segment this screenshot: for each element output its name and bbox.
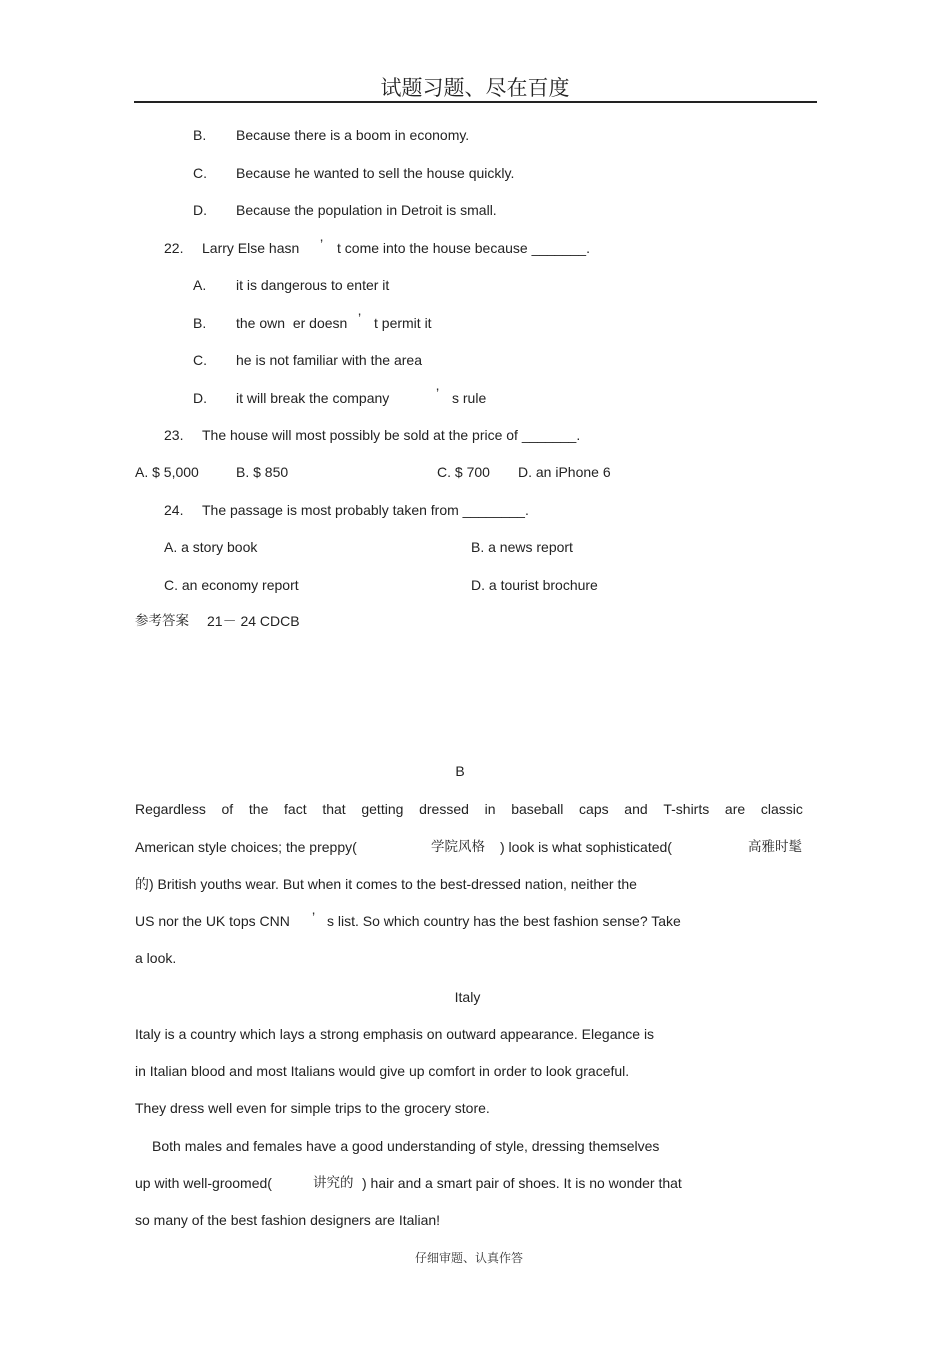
answer-key-label: 参考答案 — [135, 613, 189, 629]
intro-word: are — [724, 801, 746, 817]
answer-key-value: 21－ 24 CDCB — [207, 613, 300, 629]
q22-option-d-text-part2: s rule — [452, 390, 487, 406]
q24-option-c: C. an economy report — [164, 577, 299, 593]
intro-word: the — [248, 801, 269, 817]
q22-option-d-text-part1: it will break the company — [236, 390, 390, 406]
passage-intro-line2-part1: American style choices; the preppy( — [135, 839, 357, 855]
q21-option-b-text: Because there is a boom in economy. — [236, 127, 470, 143]
italy-p2-line2-part1: up with well-groomed( — [135, 1175, 272, 1191]
q21-option-d-text: Because the population in Detroit is small. — [236, 202, 497, 218]
q23-number: 23. — [164, 427, 184, 443]
passage-intro-line4-apostrophe: ’ — [312, 909, 316, 925]
intro-word: and — [624, 801, 648, 817]
intro-word: baseball — [511, 801, 564, 817]
q24-stem: The passage is most probably taken from ________. — [202, 502, 529, 518]
q23-option-b: B. $ 850 — [236, 464, 289, 480]
intro-word: getting — [361, 801, 404, 817]
intro-word: T-shirts — [663, 801, 710, 817]
passage-intro-gloss-sophisticated: 高雅时髦 — [748, 839, 802, 855]
q22-option-c-letter: C. — [193, 352, 207, 368]
italy-p2-gloss-well-groomed: 讲究的 — [313, 1175, 354, 1191]
q24-option-b: B. a news report — [471, 539, 573, 555]
passage-intro-line1 — [135, 800, 803, 818]
italy-p1-line3: They dress well even for simple trips to the grocery store. — [135, 1100, 490, 1116]
passage-intro-gloss-preppy: 学院风格 — [431, 839, 485, 855]
q22-option-d-apostrophe: ’ — [436, 385, 440, 401]
q22-option-a-letter: A. — [193, 277, 207, 293]
italy-p2-line3: so many of the best fashion designers are Italian! — [135, 1212, 441, 1228]
italy-p2-line2-part2: ) hair and a smart pair of shoes. It is no wonder that — [362, 1175, 682, 1191]
q23-option-a: A. $ 5,000 — [135, 464, 199, 480]
intro-word: in — [484, 801, 496, 817]
q22-option-b-apostrophe: ’ — [358, 310, 362, 326]
passage-section-label: B — [455, 763, 465, 779]
q21-option-c-letter: C. — [193, 165, 207, 181]
passage-intro-line2-part2: ) look is what sophisticated( — [500, 839, 672, 855]
q24-option-a: A. a story book — [164, 539, 258, 555]
passage-intro-line4-part2: s list. So which country has the best fashion sense? Take — [327, 913, 681, 929]
q22-option-b-letter: B. — [193, 315, 207, 331]
intro-word: Regardless — [135, 801, 206, 817]
q22-option-b-text-part2: t permit it — [374, 315, 432, 331]
q22-stem-part1: Larry Else hasn — [202, 240, 300, 256]
q21-option-d-letter: D. — [193, 202, 207, 218]
q24-option-d: D. a tourist brochure — [471, 577, 598, 593]
q23-option-c: C. $ 700 — [437, 464, 490, 480]
passage-intro-line5: a look. — [135, 950, 177, 966]
q21-option-b-letter: B. — [193, 127, 207, 143]
page-footer: 仔细审题、认真作答 — [414, 1251, 523, 1265]
page-header-title: 试题习题、尽在百度 — [380, 76, 570, 100]
q22-option-c-text: he is not familiar with the area — [236, 352, 422, 368]
q22-option-a-text: it is dangerous to enter it — [236, 277, 390, 293]
q23-option-d: D. an iPhone 6 — [518, 464, 611, 480]
q22-number: 22. — [164, 240, 184, 256]
passage-intro-line3: 的) British youths wear. But when it comes to the best-dressed nation, neither the — [135, 876, 637, 892]
intro-word: of — [221, 801, 234, 817]
q23-stem: The house will most possibly be sold at the price of _______. — [202, 427, 581, 443]
italy-p1-line2: in Italian blood and most Italians would give up comfort in order to look graceful. — [135, 1063, 630, 1079]
intro-word: classic — [760, 801, 803, 817]
q22-stem-apostrophe: ’ — [320, 236, 324, 252]
intro-word: that — [322, 801, 346, 817]
passage-intro-line4-part1: US nor the UK tops CNN — [135, 913, 290, 929]
intro-word: caps — [579, 801, 609, 817]
q24-number: 24. — [164, 502, 184, 518]
intro-word: fact — [284, 801, 307, 817]
header-rule — [134, 101, 817, 103]
intro-word: dressed — [419, 801, 469, 817]
italy-p1-line1: Italy is a country which lays a strong emphasis on outward appearance. Elegance is — [135, 1026, 655, 1042]
italy-p2-line1: Both males and females have a good understanding of style, dressing themselves — [152, 1138, 660, 1154]
q21-option-c-text: Because he wanted to sell the house quickly. — [236, 165, 515, 181]
q22-stem-part2: t come into the house because _______. — [337, 240, 590, 256]
italy-heading: Italy — [454, 989, 481, 1005]
q22-option-d-letter: D. — [193, 390, 207, 406]
q22-option-b-text-part1: the own er doesn — [236, 315, 348, 331]
